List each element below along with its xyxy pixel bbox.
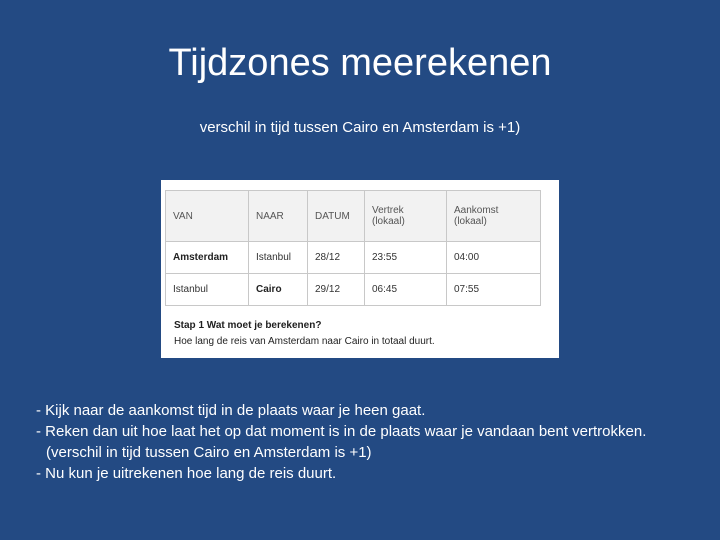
- table-row: [166, 274, 541, 306]
- slide-subtitle: verschil in tijd tussen Cairo en Amsterdam is +1): [199, 119, 521, 136]
- header-van: VAN: [166, 191, 249, 242]
- cell-naar: Cairo: [249, 274, 308, 306]
- step-label: Stap 1 Wat moet je berekenen?: [174, 320, 322, 331]
- cell-datum: 29/12: [308, 274, 365, 306]
- table-header-row: [166, 191, 541, 242]
- header-vertrek: Vertrek (lokaal): [365, 191, 447, 242]
- list-item: - Nu kun je uitrekenen hoe lang de reis duurt.: [36, 465, 337, 482]
- step-description: Hoe lang de reis van Amsterdam naar Cairo in totaal duurt.: [174, 336, 435, 347]
- cell-van: Amsterdam: [166, 242, 249, 274]
- flight-schedule-card: [161, 180, 559, 358]
- cell-naar: Istanbul: [249, 242, 308, 274]
- cell-aankomst: 04:00: [447, 242, 541, 274]
- cell-datum: 28/12: [308, 242, 365, 274]
- table-row: [166, 242, 541, 274]
- cell-vertrek: 23:55: [365, 242, 447, 274]
- header-aankomst: Aankomst (lokaal): [447, 191, 541, 242]
- header-datum: DATUM: [308, 191, 365, 242]
- list-item: (verschil in tijd tussen Cairo en Amsterdam is +1): [46, 444, 372, 461]
- slide-title: Tijdzones meerekenen: [168, 42, 552, 84]
- header-naar: NAAR: [249, 191, 308, 242]
- instruction-list: [36, 400, 646, 484]
- cell-van: Istanbul: [166, 274, 249, 306]
- cell-vertrek: 06:45: [365, 274, 447, 306]
- list-item: - Reken dan uit hoe laat het op dat moment is in de plaats waar je vandaan bent vertrokken.: [36, 423, 647, 440]
- cell-aankomst: 07:55: [447, 274, 541, 306]
- flight-schedule-table: [165, 190, 541, 306]
- list-item: - Kijk naar de aankomst tijd in de plaats waar je heen gaat.: [36, 402, 426, 419]
